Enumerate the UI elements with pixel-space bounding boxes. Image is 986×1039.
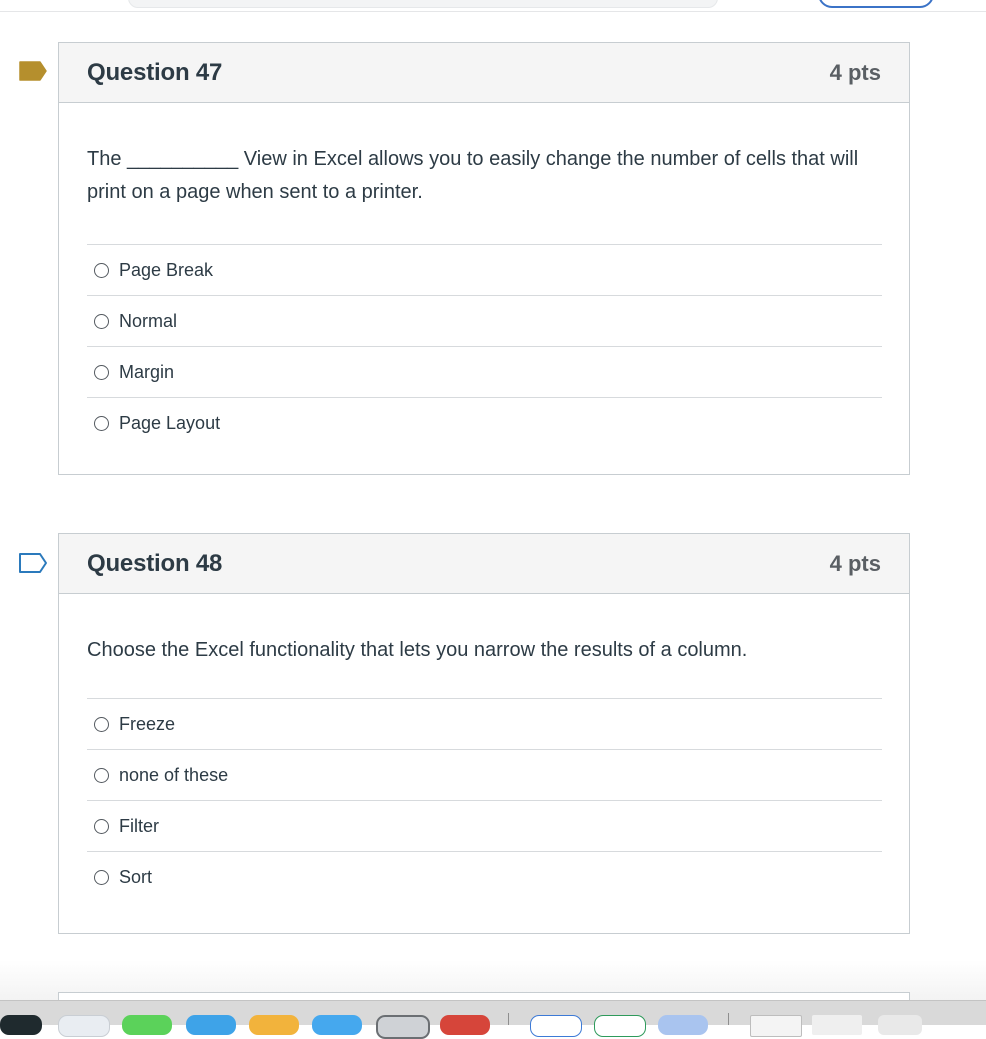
radio-button[interactable] bbox=[94, 870, 109, 885]
answer-label[interactable]: Sort bbox=[119, 867, 153, 887]
radio-button[interactable] bbox=[94, 768, 109, 783]
answer-option[interactable] bbox=[87, 347, 882, 398]
answer-list bbox=[87, 244, 882, 449]
terminal-app-icon[interactable] bbox=[0, 1015, 42, 1035]
answer-option[interactable] bbox=[87, 699, 882, 750]
answer-label[interactable]: Margin bbox=[119, 361, 175, 382]
radio-button[interactable] bbox=[94, 717, 109, 732]
appstore-app-icon[interactable] bbox=[312, 1015, 362, 1035]
word-app-icon[interactable] bbox=[530, 1015, 582, 1037]
finder-app-icon[interactable] bbox=[658, 1015, 708, 1035]
answer-label[interactable]: none of these bbox=[119, 764, 229, 785]
answer-option[interactable] bbox=[87, 852, 882, 903]
excel-app-icon[interactable] bbox=[594, 1015, 646, 1037]
radio-button[interactable] bbox=[94, 263, 109, 278]
facetime-app-icon[interactable] bbox=[186, 1015, 236, 1035]
trash-icon[interactable] bbox=[878, 1015, 922, 1035]
flag-question-icon-outline[interactable] bbox=[18, 553, 48, 573]
answer-label[interactable]: Filter bbox=[119, 815, 159, 836]
answer-label[interactable]: Page Break bbox=[119, 259, 214, 280]
question-body bbox=[59, 103, 909, 449]
answer-label[interactable]: Freeze bbox=[119, 713, 176, 734]
toolbar-button-remnant[interactable] bbox=[818, 0, 934, 8]
downloads-stack-icon[interactable] bbox=[812, 1015, 862, 1035]
question-text: The __________ View in Excel allows you to easily change the number of cells that will print on a page when sent to a printer. bbox=[87, 148, 859, 203]
answer-option[interactable] bbox=[87, 245, 882, 296]
question-card-47 bbox=[58, 42, 910, 475]
question-title: Question 48 bbox=[87, 549, 223, 577]
settings-app-icon[interactable] bbox=[376, 1015, 430, 1039]
question-title: Question 47 bbox=[87, 58, 223, 86]
answer-list bbox=[87, 698, 882, 903]
answer-option[interactable] bbox=[87, 398, 882, 449]
question-text: Choose the Excel functionality that lets you narrow the results of a column. bbox=[87, 639, 748, 661]
answer-option[interactable] bbox=[87, 296, 882, 347]
radio-button[interactable] bbox=[94, 365, 109, 380]
question-points: 4 pts bbox=[829, 59, 881, 85]
flag-question-icon-filled[interactable] bbox=[18, 61, 48, 81]
chrome-app-icon[interactable] bbox=[440, 1015, 490, 1035]
answer-label[interactable]: Normal bbox=[119, 310, 178, 331]
address-bar-remnant[interactable] bbox=[128, 0, 718, 8]
browser-top-strip bbox=[0, 0, 986, 12]
radio-button[interactable] bbox=[94, 416, 109, 431]
question-points: 4 pts bbox=[829, 550, 881, 576]
dock-separator bbox=[508, 1013, 509, 1025]
question-card-48 bbox=[58, 533, 910, 934]
divider bbox=[0, 11, 986, 12]
question-body bbox=[59, 594, 909, 903]
question-header bbox=[59, 534, 909, 594]
document-thumbnail-icon[interactable] bbox=[750, 1015, 802, 1037]
radio-button[interactable] bbox=[94, 314, 109, 329]
notes-app-icon[interactable] bbox=[249, 1015, 299, 1035]
dock-separator bbox=[728, 1013, 729, 1025]
messages-app-icon[interactable] bbox=[122, 1015, 172, 1035]
calendar-app-icon[interactable] bbox=[58, 1015, 110, 1037]
radio-button[interactable] bbox=[94, 819, 109, 834]
dock bbox=[0, 1000, 986, 1025]
answer-label[interactable]: Page Layout bbox=[119, 413, 221, 433]
question-header bbox=[59, 43, 909, 103]
answer-option[interactable] bbox=[87, 750, 882, 801]
answer-option[interactable] bbox=[87, 801, 882, 852]
